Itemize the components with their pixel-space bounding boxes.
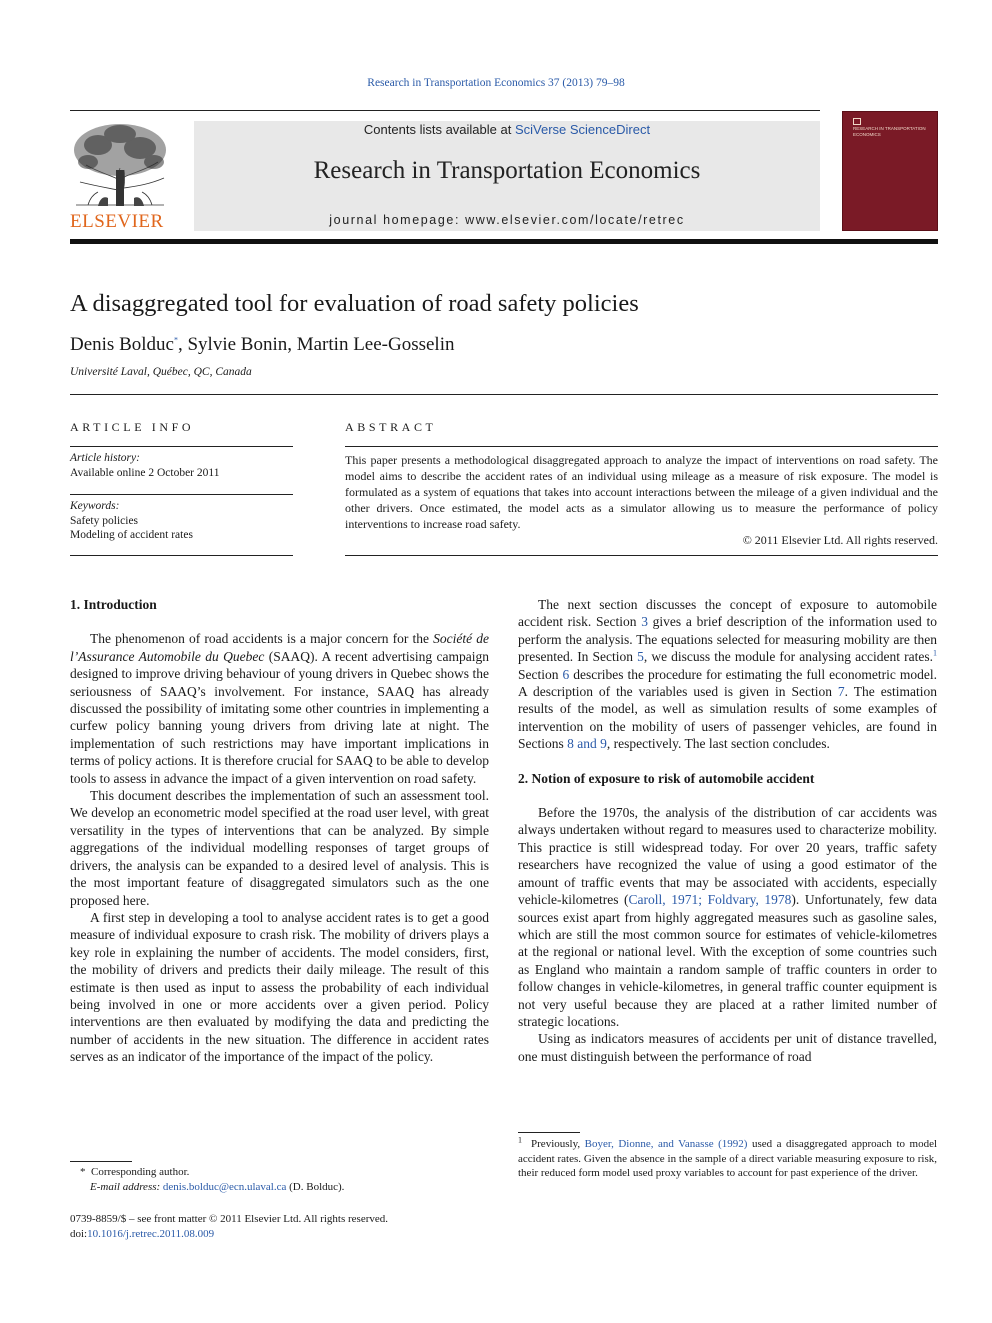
footnote-ref-link[interactable]: 1 [933, 648, 937, 658]
issn-and-doi [70, 1212, 388, 1242]
coauthor-names: , Sylvie Bonin, Martin Lee-Gosselin [177, 334, 455, 355]
corresponding-author-mark[interactable]: * [173, 335, 178, 345]
citation-link[interactable]: Boyer, Dionne, and Vanasse (1992) [584, 1138, 748, 1150]
keywords-label: Keywords: [70, 500, 120, 512]
paragraph-text: ). Unfortunately, few data sources exist apart from highly aggregated measures such as gasoline sales, which are still the most common source for estimates of vehicle-kilometres at the regional or national level. With the exception of some countries such as England who maintain a random sample of traffic counters in order to follow changes in vehicle-kilometres, in general traffic counter equipment is not very useful because they are placed at a rather limited number of strategic locations. [518, 892, 937, 1029]
section-ref-link[interactable]: 8 and 9 [567, 736, 607, 752]
footnote-text: Corresponding author. [91, 1166, 190, 1178]
homepage-url[interactable]: www.elsevier.com/locate/retrec [465, 213, 685, 227]
email-link[interactable]: denis.bolduc@ecn.ulaval.ca [162, 1181, 287, 1193]
article-info-heading: ARTICLE INFO [70, 420, 195, 434]
issn-line: 0739-8859/$ – see front matter © 2011 Elsevier Ltd. All rights reserved. [70, 1213, 389, 1225]
contents-available-line [194, 121, 820, 137]
paragraph-text: , we discuss the module for analysing accident rates. [643, 649, 933, 665]
journal-cover-thumbnail[interactable] [842, 111, 938, 231]
left-column [70, 596, 489, 1066]
journal-homepage[interactable] [194, 213, 820, 227]
section-ref-link[interactable]: 3 [641, 614, 648, 630]
article-history [70, 451, 219, 480]
paragraph-text: The phenomenon of road accidents is a major concern for the [90, 631, 434, 647]
footnote-text: (D. Bolduc). [286, 1181, 345, 1193]
section-heading: 1. Introduction [70, 597, 157, 612]
doi-label: doi: [70, 1228, 88, 1240]
abstract-copyright: © 2011 Elsevier Ltd. All rights reserved. [742, 533, 938, 547]
journal-citation[interactable]: Research in Transportation Economics 37 (2013) 79–98 [367, 77, 625, 89]
paragraph: A first step in developing a tool to analyse accident rates is to get a good measure of individual exposure to crash risk. The mobility of drivers plays a key role in explaining the number of accidents. The model considers, first, the mobility of drivers and predicts their daily mileage. The result of this estimate is then used as input to assess the probability of each individual being involved in one or more accidents over a given period. Policy interventions are then evaluated by modifying the data and predicting the number of accidents in the new situation. The difference in accident rates serves as an indicator of the importance of the impact of the policy. [70, 909, 489, 1065]
cover-logo-icon [853, 118, 861, 125]
paragraph-text: , respectively. The last section concludes. [606, 736, 830, 752]
header-top-rule [70, 110, 820, 111]
keyword: Safety policies [70, 514, 139, 527]
right-column [518, 596, 937, 1065]
footnote-rule [518, 1132, 580, 1133]
homepage-label: journal homepage: [329, 213, 466, 227]
keyword: Modeling of accident rates [70, 529, 193, 541]
abstract-rule [345, 555, 938, 556]
section-heading: 2. Notion of exposure to risk of automobile accident [518, 770, 815, 786]
author-list [70, 334, 455, 356]
paragraph-text: (SAAQ). A recent advertising campaign designed to improve driving behaviour of young drivers in Quebec shows the seriousness of SAAQ’s involvement. For instance, SAAQ has already discussed the possibility of imitating some other countries in implementing a curfew policy banning young drivers from driving late at night. The implementation of such restrictions may have important implications in terms of policy actions. It is therefore crucial for SAAQ to be able to develop tools to assess in advance the impact of a given intervention on road safety. [70, 648, 489, 786]
header-bottom-rule [70, 239, 938, 244]
history-label: Article history: [70, 452, 140, 464]
affiliation-rule [70, 394, 938, 395]
journal-title: Research in Transportation Economics [313, 157, 701, 184]
author-affiliation: Université Laval, Québec, QC, Canada [70, 366, 252, 378]
history-value: Available online 2 October 2011 [70, 466, 220, 479]
footnote-text: Previously, [531, 1138, 585, 1150]
organization-name: Société de l’Assurance Automobile du Quebec [70, 631, 489, 664]
abstract-text [345, 452, 938, 548]
paragraph: Using as indicators measures of accidents per unit of distance travelled, one must distinguish between the performance of road [518, 1031, 937, 1064]
section-ref-link[interactable]: 5 [637, 649, 644, 665]
info-rule [70, 494, 293, 495]
paragraph-text: describes the procedure for estimating the full econometric model. A description of the variables used is given in Section [518, 666, 937, 700]
paragraph [70, 630, 489, 787]
keywords [70, 499, 193, 543]
paragraph-text: gives a brief description of the information used to perform the analysis. The equations selected for measuring mobility are then presented. In Section [518, 614, 937, 665]
citation-link[interactable]: Caroll, 1971; Foldvary, 1978 [628, 892, 792, 908]
elsevier-wordmark: ELSEVIER [70, 211, 164, 232]
author-name: Denis Bolduc [70, 334, 174, 355]
sciencedirect-link[interactable]: SciVerse ScienceDirect [514, 122, 651, 137]
info-rule [70, 446, 293, 447]
journal-banner [194, 121, 820, 231]
abstract-body: This paper presents a methodological disaggregated approach to analyze the impact of interventions on road safety. The model aims to describe the accident rates of an individual using mileage as a measure of risk exposure. The model is formulated as a system of equations that takes into account interactions between the mileage of a given individual and the other drivers. Once estimated, the model acts as a simulator allowing us to measure the performance of policy interventions to increase road safety. [345, 453, 938, 531]
abstract-heading: ABSTRACT [345, 420, 437, 434]
info-rule [70, 555, 293, 556]
footnote-mark: * [80, 1166, 86, 1178]
article-title: A disaggregated tool for evaluation of road safety policies [70, 290, 639, 317]
footnote-mark: 1 [518, 1135, 522, 1145]
doi-link[interactable]: 10.1016/j.retrec.2011.08.009 [87, 1228, 215, 1240]
abstract-rule [345, 446, 938, 447]
footnote-rule [70, 1161, 132, 1162]
section-ref-link[interactable]: 6 [562, 666, 570, 682]
paragraph-text: Section [518, 666, 563, 682]
cover-text: RESEARCH IN TRANSPORTATION ECONOMICS [853, 126, 926, 137]
contents-prefix: Contents lists available at [363, 122, 515, 137]
footnote-text: used a disaggregated approach to model accident rates. Given the absence in the sample of a direct variable measuring exposure to risk, their reduced form model used proxy variables to account for past experience of the driver. [518, 1138, 938, 1179]
paragraph-text: Before the 1970s, the analysis of the distribution of car accidents was always undertaken without regard to measures used to characterize mobility. This practice is still widespread today. For over 20 years, traffic safety researchers have recognized the value of using a good estimator of the amount of traffic events that may be associated with accidents, especially vehicle-kilometres ( [518, 805, 937, 908]
footnote [518, 1137, 937, 1181]
corresponding-author-note [70, 1165, 489, 1195]
paragraph [518, 804, 937, 1030]
paragraph-text: . The estimation results of the model, as well as simulation results of some examples of intervention on the mobility of users of passenger vehicles, are found in Sections [518, 684, 937, 752]
paragraph-text: The next section discusses the concept of exposure to automobile accident risk. Section [518, 597, 937, 630]
paragraph [518, 596, 937, 753]
email-label: E-mail address: [90, 1181, 163, 1193]
section-ref-link[interactable]: 7 [837, 684, 845, 700]
paragraph: This document describes the implementation of such an assessment tool. We develop an econometric model specified at the road user level, with great versatility in the types of interventions that can be analyzed. By simple aggregations of the individual modelling responses of target groups of drivers, the analysis can be expanded to a desired level of analysis. This is the most important feature of disaggregated simulators such as the one proposed here. [70, 788, 489, 908]
